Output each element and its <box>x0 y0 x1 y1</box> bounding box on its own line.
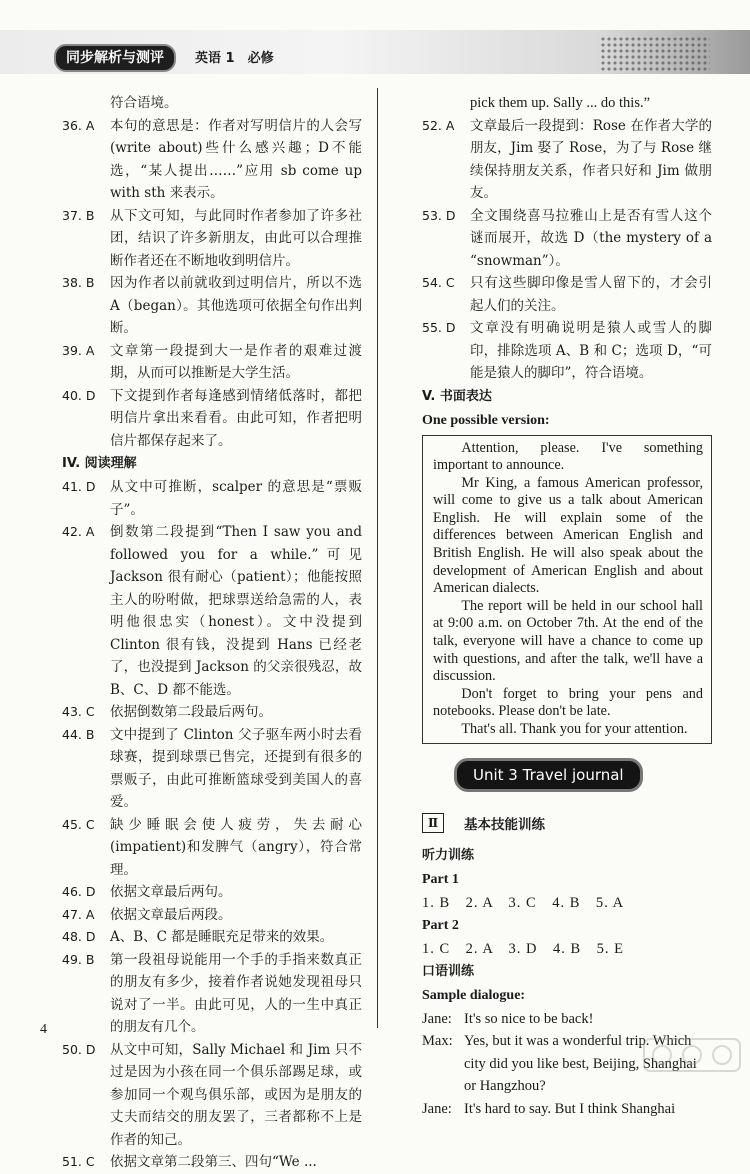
answer-number: 40. D <box>62 387 96 403</box>
answer-number: 48. D <box>62 929 96 944</box>
answer-explanation: 全文围绕喜马拉雅山上是否有雪人这个谜而展开，故选 D（the mystery of a “snowman”）。 <box>470 207 712 269</box>
answer-explanation: 只有这些脚印像是雪人留下的，才会引起人们的关注。 <box>470 275 712 314</box>
answer-number: 36. A <box>62 117 95 133</box>
answer-item <box>62 115 362 205</box>
speaker-name: Jane: <box>422 1100 452 1117</box>
answer-list-a <box>62 115 362 453</box>
skill-section-title: 基本技能训练 <box>464 816 545 833</box>
answer-number: 44. B <box>62 726 95 742</box>
part1-label: Part 1 <box>422 871 459 887</box>
speaker-line: Yes, but it was a wonderful trip. Which city did you like best, Beijing, Shanghai or Hangzhou? <box>464 1033 697 1095</box>
essay-paragraph: The report will be held in our school hall at 9:00 a.m. on October 7th. At the end of the talk, everyone will have a chance to come up with questions, and after the talk, we'll have a discussion. <box>433 597 703 685</box>
answer-explanation: 从文中可推断，scalper 的意思是“票贩子”。 <box>110 479 362 518</box>
answer-explanation: 缺少睡眠会使人疲劳，失去耐心(impatient)和发脾气（angry），符合常理。 <box>110 816 362 878</box>
answer-explanation: 下文提到作者每逢感到情绪低落时，都把明信片拿出来看看。由此可知，作者把明信片都保存起来了。 <box>110 387 362 449</box>
answer-item <box>62 340 362 385</box>
answer-number: 46. D <box>62 884 96 899</box>
left-column <box>62 92 362 1174</box>
answer-number: 45. C <box>62 816 95 832</box>
answer-explanation: 从下文可知，与此同时作者参加了许多社团，结识了许多新朋友，由此可以合理推断作者还在不断地收到明信片。 <box>110 207 362 269</box>
speaker-name: Jane: <box>422 1010 452 1027</box>
answer-explanation: A、B、C 都是睡眠充足带来的效果。 <box>110 929 334 945</box>
answer-item <box>62 521 362 701</box>
answer-number: 42. A <box>62 524 95 539</box>
answer-item <box>62 272 362 340</box>
answer-number: 50. D <box>62 1041 96 1057</box>
page-number: 4 <box>40 1022 47 1037</box>
header-dot-pattern <box>600 36 710 72</box>
answer-explanation: 依据文章最后两段。 <box>110 906 232 923</box>
answer-explanation: 依据文章第二段第三、四句“We ... <box>110 1154 317 1170</box>
essay-paragraph: Attention, please. I've something important to announce. <box>433 439 703 474</box>
answer-explanation: 倒数第二段提到“Then I saw you and followed you for a while.”可见 Jackson 很有耐心（patient）；他能按照主人的吩咐做，把球票送给急需的人，表明他很忠实（honest）。文中没提到 Clinton 很有钱，没提到 Hans 已经老了，也没提到 Jackson 的父亲很残忍，故 B、C、D 都不能选。 <box>110 524 362 698</box>
dialogue-line <box>422 1098 712 1121</box>
answer-number: 41. D <box>62 479 96 494</box>
answer-item <box>422 272 712 317</box>
answer-item <box>422 115 712 205</box>
roman-numeral-box: Ⅱ <box>422 813 444 833</box>
continued-text: 符合语境。 <box>110 95 178 111</box>
answer-item <box>62 881 362 904</box>
answer-item <box>62 904 362 927</box>
part2-answers: 1. C 2. A 3. D 4. B 5. E <box>422 940 625 957</box>
sample-dialogue-label: Sample dialogue: <box>422 987 526 1003</box>
part2-label: Part 2 <box>422 917 459 933</box>
answer-item <box>62 205 362 273</box>
answer-item <box>62 724 362 814</box>
watermark-logo <box>642 1035 742 1075</box>
answer-item <box>62 926 362 949</box>
answer-number: 54. C <box>422 275 455 290</box>
answer-list-right <box>422 115 712 385</box>
skill-section-header <box>422 810 712 836</box>
section-heading-writing: V. 书面表达 <box>422 388 492 404</box>
answer-list-b <box>62 476 362 1174</box>
answer-explanation: 依据倒数第二段最后两句。 <box>110 704 272 720</box>
listening-title: 听力训练 <box>422 847 475 863</box>
essay-paragraph: That's all. Thank you for your attention. <box>461 721 688 737</box>
answer-item <box>422 317 712 385</box>
speaking-title: 口语训练 <box>422 963 475 979</box>
answer-explanation: 文章第一段提到大一是作者的艰难过渡期，从而可以推断是大学生活。 <box>110 342 362 381</box>
answer-explanation: 因为作者以前就收到过明信片，所以不选 A（began）。其他选项可依据全句作出判断。 <box>110 275 362 336</box>
unit-banner-wrap <box>454 758 712 792</box>
answer-item <box>62 949 362 1039</box>
right-column <box>422 92 712 1120</box>
column-divider <box>377 88 378 1028</box>
answer-item <box>62 1151 362 1174</box>
dialogue-line <box>422 1008 712 1031</box>
answer-number: 43. C <box>62 704 95 719</box>
answer-explanation: 从文中可知，Sally Michael 和 Jim 只不过是因为小孩在同一个俱乐部踢足球，或参加同一个观鸟俱乐部，或因为是朋友的丈夫而结交的朋友罢了，三者都称不上是作者的知己。 <box>110 1041 362 1148</box>
answer-item <box>422 205 712 273</box>
answer-number: 39. A <box>62 342 95 358</box>
essay-paragraph: Mr King, a famous American professor, will come to give us a talk about American English. He will explain some of the differences between American English and British English. He will also speak about the development of American English and about American dialects. <box>433 474 703 597</box>
answer-number: 38. B <box>62 275 95 290</box>
unit-title-banner: Unit 3 Travel journal <box>454 758 643 792</box>
section-heading-reading: IV. 阅读理解 <box>62 456 137 471</box>
speaker-name: Max: <box>422 1033 453 1050</box>
answer-number: 37. B <box>62 207 95 223</box>
part1-answers: 1. B 2. A 3. C 4. B 5. A <box>422 894 625 911</box>
answer-explanation: 文章没有明确说明是猿人或雪人的脚印，排除选项 A、B 和 C；选项 D，“可能是猿人的脚印”，符合语境。 <box>470 320 712 381</box>
answer-number: 52. A <box>422 117 455 133</box>
answer-item <box>62 814 362 882</box>
answer-item <box>62 385 362 453</box>
version-label: One possible version: <box>422 412 550 428</box>
answer-item <box>62 701 362 724</box>
sample-essay-box <box>422 435 712 744</box>
answer-item <box>62 1039 362 1152</box>
answer-number: 53. D <box>422 207 456 223</box>
answer-explanation: 第一段祖母说能用一个手的手指来数真正的朋友有多少，接着作者说她发现祖母只说对了一半。由此可见，人的一生中真正的朋友有几个。 <box>110 951 362 1035</box>
answer-number: 51. C <box>62 1154 95 1169</box>
answer-explanation: 本句的意思是：作者对写明信片的人会写(write about)些什么感兴趣；D不能选，“某人提出……”应用 sb come up with sth 来表示。 <box>110 117 362 201</box>
answer-explanation: 依据文章最后两句。 <box>110 884 232 900</box>
series-badge: 同步解析与测评 <box>54 44 176 72</box>
answer-explanation: 文中提到了 Clinton 父子驱车两小时去看球赛，提到球票已售完，还提到有很多的票贩子，由此可推断篮球受到美国人的喜爱。 <box>110 726 362 810</box>
answer-number: 49. B <box>62 951 95 967</box>
essay-paragraph: Don't forget to bring your pens and notebooks. Please don't be late. <box>433 685 703 720</box>
book-subtitle: 英语 1 必修 <box>195 51 274 66</box>
speaker-line: It's hard to say. But I think Shanghai <box>464 1100 676 1117</box>
answer-explanation: 文章最后一段提到：Rose 在作者大学的朋友，Jim 娶了 Rose，为了与 Rose 继续保持朋友关系，作者只好和 Jim 做朋友。 <box>470 117 712 201</box>
continued-text: pick them up. Sally ... do this.” <box>470 95 651 111</box>
answer-number: 47. A <box>62 906 95 922</box>
speaker-line: It's so nice to be back! <box>464 1010 594 1027</box>
answer-item <box>62 476 362 521</box>
answer-number: 55. D <box>422 320 456 335</box>
